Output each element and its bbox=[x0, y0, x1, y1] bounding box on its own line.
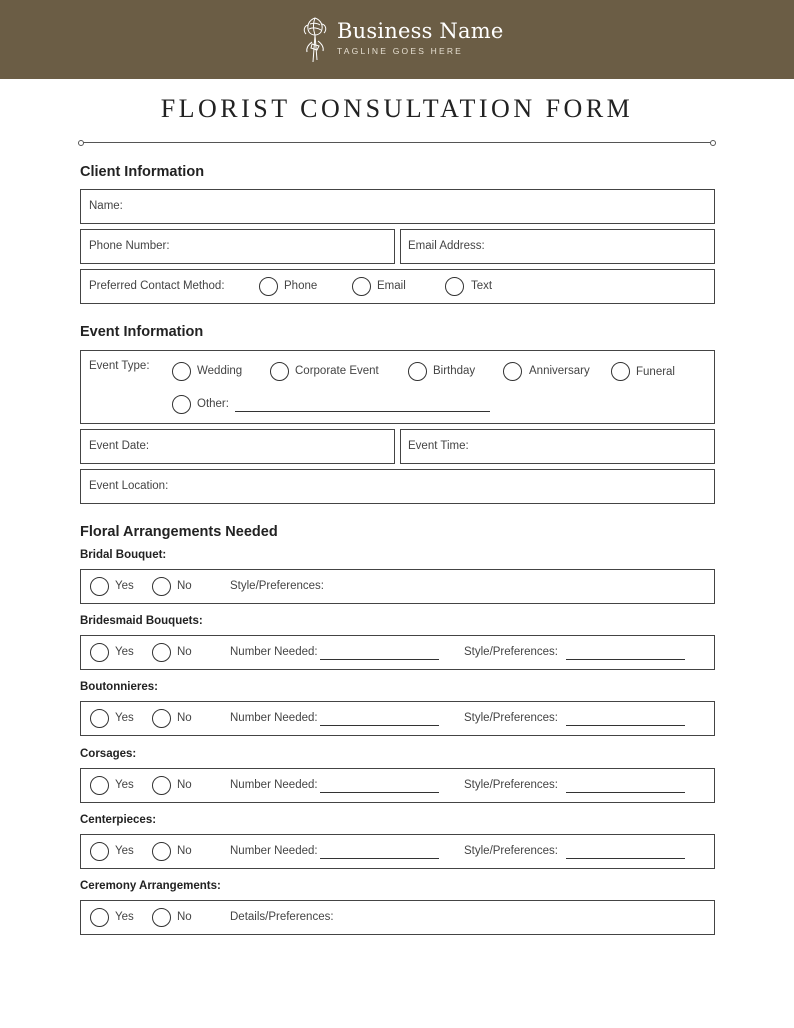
corsages-no-radio[interactable] bbox=[152, 776, 171, 795]
bridal-bouquet-style-label: Style/Preferences: bbox=[230, 580, 324, 592]
floral-section-heading: Floral Arrangements Needed bbox=[80, 524, 278, 540]
event-type-corporate-label: Corporate Event bbox=[295, 365, 379, 377]
bridesmaid-bouquets-yes-label: Yes bbox=[115, 646, 134, 658]
event-date-label: Event Date: bbox=[89, 440, 150, 452]
boutonnieres-style-label: Style/Preferences: bbox=[464, 712, 558, 724]
centerpieces-yes-label: Yes bbox=[115, 845, 134, 857]
ceremony-arrangements-yes-label: Yes bbox=[115, 911, 134, 923]
centerpieces-title: Centerpieces: bbox=[80, 814, 157, 826]
event-type-row bbox=[80, 350, 715, 424]
bridesmaid-bouquets-number-label: Number Needed: bbox=[230, 646, 318, 658]
contact-text-radio[interactable] bbox=[445, 277, 464, 296]
corsages-style-label: Style/Preferences: bbox=[464, 779, 558, 791]
boutonnieres-row bbox=[80, 701, 715, 736]
name-label: Name: bbox=[89, 200, 123, 212]
corsages-no-label: No bbox=[177, 779, 192, 791]
ceremony-arrangements-no-radio[interactable] bbox=[152, 908, 171, 927]
bridal-bouquet-yes-radio[interactable] bbox=[90, 577, 109, 596]
event-type-anniversary-radio[interactable] bbox=[503, 362, 522, 381]
event-time-field[interactable] bbox=[400, 429, 715, 464]
bridesmaid-bouquets-no-radio[interactable] bbox=[152, 643, 171, 662]
event-type-other-radio[interactable] bbox=[172, 395, 191, 414]
event-type-other-label: Other: bbox=[197, 398, 229, 410]
contact-method-row bbox=[80, 269, 715, 304]
bridesmaid-bouquets-yes-radio[interactable] bbox=[90, 643, 109, 662]
event-date-field[interactable] bbox=[80, 429, 395, 464]
phone-number-label: Phone Number: bbox=[89, 240, 170, 252]
event-location-field[interactable] bbox=[80, 469, 715, 504]
centerpieces-no-label: No bbox=[177, 845, 192, 857]
event-type-wedding-radio[interactable] bbox=[172, 362, 191, 381]
ceremony-arrangements-row bbox=[80, 900, 715, 935]
corsages-row bbox=[80, 768, 715, 803]
boutonnieres-no-radio[interactable] bbox=[152, 709, 171, 728]
corsages-title: Corsages: bbox=[80, 748, 137, 760]
bridesmaid-bouquets-style-input[interactable] bbox=[566, 659, 685, 660]
centerpieces-yes-radio[interactable] bbox=[90, 842, 109, 861]
event-location-label: Event Location: bbox=[89, 480, 169, 492]
name-field[interactable] bbox=[80, 189, 715, 224]
boutonnieres-yes-label: Yes bbox=[115, 712, 134, 724]
corsages-number-label: Number Needed: bbox=[230, 779, 318, 791]
ceremony-arrangements-details-label: Details/Preferences: bbox=[230, 911, 334, 923]
event-type-corporate-radio[interactable] bbox=[270, 362, 289, 381]
divider-dot-left bbox=[78, 140, 84, 146]
corsages-yes-label: Yes bbox=[115, 779, 134, 791]
phone-number-field[interactable] bbox=[80, 229, 395, 264]
bridesmaid-bouquets-number-input[interactable] bbox=[320, 659, 439, 660]
bridal-bouquet-title: Bridal Bouquet: bbox=[80, 549, 167, 561]
contact-phone-label: Phone bbox=[284, 280, 318, 292]
boutonnieres-number-label: Number Needed: bbox=[230, 712, 318, 724]
client-section-heading: Client Information bbox=[80, 164, 205, 180]
flower-bouquet-icon bbox=[300, 14, 330, 66]
header-banner bbox=[0, 0, 794, 79]
event-type-birthday-radio[interactable] bbox=[408, 362, 427, 381]
bridesmaid-bouquets-row bbox=[80, 635, 715, 670]
event-type-wedding-label: Wedding bbox=[197, 365, 243, 377]
centerpieces-style-label: Style/Preferences: bbox=[464, 845, 558, 857]
bridesmaid-bouquets-style-label: Style/Preferences: bbox=[464, 646, 558, 658]
centerpieces-row bbox=[80, 834, 715, 869]
boutonnieres-style-input[interactable] bbox=[566, 725, 685, 726]
email-address-label: Email Address: bbox=[408, 240, 485, 252]
boutonnieres-title: Boutonnieres: bbox=[80, 681, 158, 693]
ceremony-arrangements-title: Ceremony Arrangements: bbox=[80, 880, 221, 892]
bridal-bouquet-row bbox=[80, 569, 715, 604]
event-type-label: Event Type: bbox=[89, 360, 150, 372]
corsages-number-input[interactable] bbox=[320, 792, 439, 793]
divider-dot-right bbox=[710, 140, 716, 146]
event-type-funeral-label: Funeral bbox=[636, 366, 675, 378]
centerpieces-number-label: Number Needed: bbox=[230, 845, 318, 857]
bridal-bouquet-no-radio[interactable] bbox=[152, 577, 171, 596]
tagline: TAGLINE GOES HERE bbox=[337, 46, 464, 56]
business-name: Business Name bbox=[337, 19, 504, 43]
boutonnieres-no-label: No bbox=[177, 712, 192, 724]
boutonnieres-yes-radio[interactable] bbox=[90, 709, 109, 728]
contact-email-radio[interactable] bbox=[352, 277, 371, 296]
event-type-anniversary-label: Anniversary bbox=[529, 365, 590, 377]
centerpieces-style-input[interactable] bbox=[566, 858, 685, 859]
contact-method-label: Preferred Contact Method: bbox=[89, 280, 225, 292]
corsages-yes-radio[interactable] bbox=[90, 776, 109, 795]
event-section-heading: Event Information bbox=[80, 324, 204, 340]
email-address-field[interactable] bbox=[400, 229, 715, 264]
bridal-bouquet-yes-label: Yes bbox=[115, 580, 134, 592]
boutonnieres-number-input[interactable] bbox=[320, 725, 439, 726]
event-type-funeral-radio[interactable] bbox=[611, 362, 630, 381]
ceremony-arrangements-no-label: No bbox=[177, 911, 192, 923]
centerpieces-no-radio[interactable] bbox=[152, 842, 171, 861]
event-type-other-input[interactable] bbox=[235, 411, 490, 412]
contact-phone-radio[interactable] bbox=[259, 277, 278, 296]
bridesmaid-bouquets-title: Bridesmaid Bouquets: bbox=[80, 615, 203, 627]
bridesmaid-bouquets-no-label: No bbox=[177, 646, 192, 658]
contact-text-label: Text bbox=[471, 280, 493, 292]
bridal-bouquet-no-label: No bbox=[177, 580, 192, 592]
event-type-birthday-label: Birthday bbox=[433, 365, 476, 377]
event-time-label: Event Time: bbox=[408, 440, 469, 452]
contact-email-label: Email bbox=[377, 280, 406, 292]
page-title: FLORIST CONSULTATION FORM bbox=[160, 94, 634, 123]
ceremony-arrangements-yes-radio[interactable] bbox=[90, 908, 109, 927]
corsages-style-input[interactable] bbox=[566, 792, 685, 793]
centerpieces-number-input[interactable] bbox=[320, 858, 439, 859]
title-divider bbox=[80, 142, 715, 143]
